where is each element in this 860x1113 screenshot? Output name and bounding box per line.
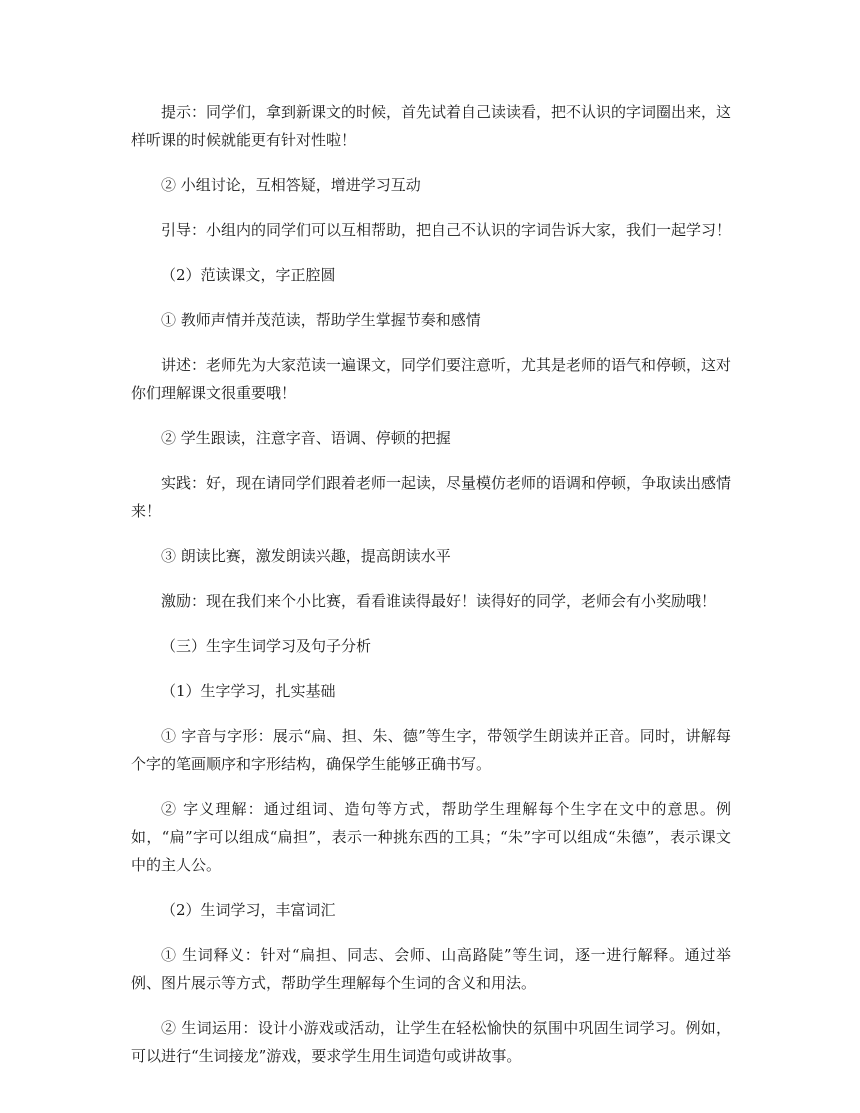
paragraph-follow-reading: ② 学生跟读，注意字音、语调、停顿的把握: [161, 429, 451, 447]
paragraph-word-definition: ① 生词释义：针对“扁担、同志、会师、山高路陡”等生词，逐一进行解释。通过举例、图片展示等方式，帮助学生理解每个生词的含义和用法。: [131, 946, 731, 992]
paragraph-tip: 提示：同学们，拿到新课文的时候，首先试着自己读读看，把不认识的字词圈出来，这样听课的时候就能更有针对性啦！: [131, 103, 732, 149]
paragraph-guide: 引导：小组内的同学们可以互相帮助，把自己不认识的字词告诉大家，我们一起学习！: [161, 221, 732, 239]
section-heading-word-study: （2）生词学习，丰富词汇: [161, 901, 336, 919]
paragraph-encouragement: 激励：现在我们来个小比赛，看看谁读得最好！读得好的同学，老师会有小奖励哦！: [161, 592, 717, 610]
paragraph-practice: 实践：好，现在请同学们跟着老师一起读，尽量模仿老师的语调和停顿，争取读出感情来！: [131, 474, 732, 520]
section-heading-model-reading: （2）范读课文，字正腔圆: [161, 266, 336, 284]
document-body: [131, 98, 731, 1087]
section-heading-character-study: （1）生字学习，扎实基础: [161, 682, 336, 700]
paragraph-group-discussion: ② 小组讨论，互相答疑，增进学习互动: [161, 176, 421, 194]
paragraph-reading-contest: ③ 朗读比赛，激发朗读兴趣，提高朗读水平: [161, 547, 451, 565]
paragraph-word-usage: ② 生词运用：设计小游戏或活动，让学生在轻松愉快的氛围中巩固生词学习。例如，可以进行“生词接龙”游戏，要求学生用生词造句或讲故事。: [131, 1019, 731, 1065]
section-heading-vocabulary: （三）生字生词学习及句子分析: [161, 637, 372, 655]
paragraph-meaning: ② 字义理解：通过组词、造句等方式，帮助学生理解每个生字在文中的意思。例如，“扁”字可以组成“扁担”，表示一种挑东西的工具；“朱”字可以组成“朱德”，表示课文中的主人公。: [131, 800, 731, 874]
paragraph-narration: 讲述：老师先为大家范读一遍课文，同学们要注意听，尤其是老师的语气和停顿，这对你们理解课文很重要哦！: [131, 356, 732, 402]
paragraph-teacher-reading: ① 教师声情并茂范读，帮助学生掌握节奏和感情: [161, 311, 481, 329]
paragraph-pronunciation-form: ① 字音与字形：展示“扁、担、朱、德”等生字，带领学生朗读并正音。同时，讲解每个字的笔画顺序和字形结构，确保学生能够正确书写。: [131, 727, 731, 773]
